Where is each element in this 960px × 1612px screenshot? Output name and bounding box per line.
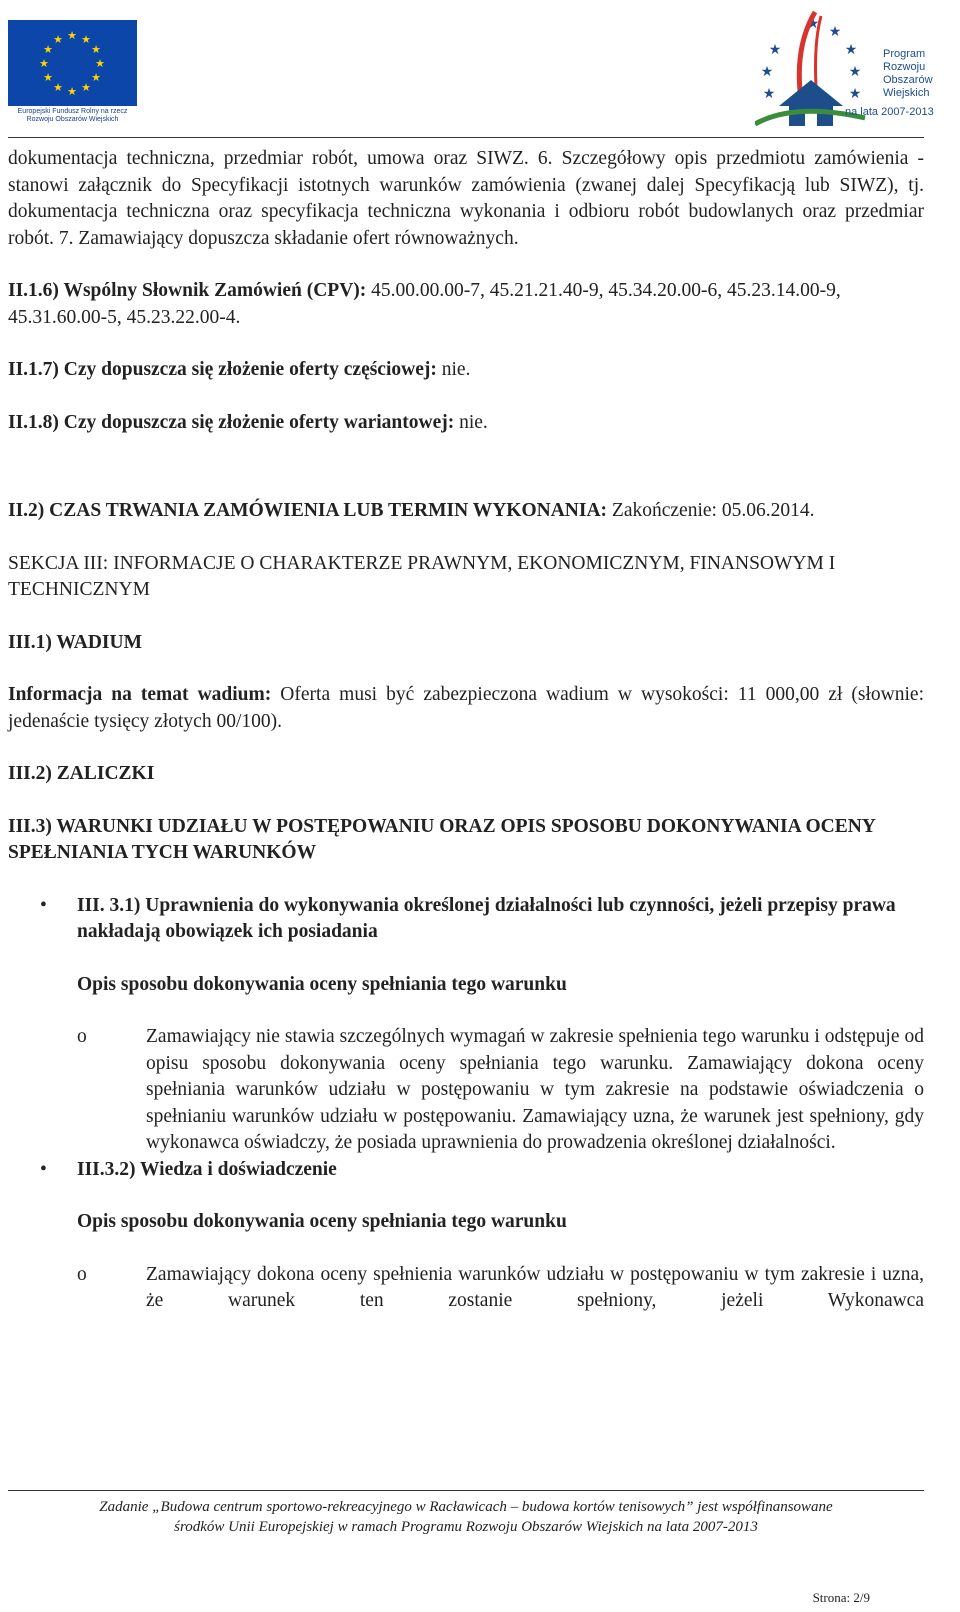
- bullet-icon: •: [40, 894, 47, 916]
- term-value: Zakończenie: 05.06.2014.: [607, 500, 815, 521]
- circle-bullet-icon: o: [77, 1026, 87, 1047]
- section-3-heading: SEKCJA III: INFORMACJE O CHARAKTERZE PRAWNYM, EKONOMICZNYM, FINANSOWYM I TECHNICZNYM: [8, 552, 836, 600]
- footer-line: Zadanie „Budowa centrum sportowo-rekreacyjnego w Racławicach – budowa kortów tenisowych” jest współfinansowane: [99, 1499, 833, 1515]
- item-subheading: Opis sposobu dokonywania oceny spełniania tego warunku: [77, 973, 567, 995]
- variant-offer-paragraph: [8, 410, 924, 437]
- prow-line: Rozwoju: [883, 61, 926, 73]
- svg-text:★: ★: [53, 81, 63, 94]
- item-subheading: Opis sposobu dokonywania oceny spełniania tego warunku: [77, 1211, 567, 1232]
- header-divider: [8, 137, 924, 138]
- wadium-value: Oferta musi być zabezpieczona wadium w wysokości: 11 000,00 zł (słownie: jedenaście tysięcy złotych 00/100).: [8, 684, 924, 732]
- eu-caption: Europejski Fundusz Rolny na rzecz Rozwoju Obszarów Wiejskich: [17, 108, 128, 123]
- circle-bullet-icon: o: [77, 1263, 87, 1285]
- footer-line: środków Unii Europejskiej w ramach Programu Rozwoju Obszarów Wiejskich na lata 2007-2013: [174, 1519, 758, 1535]
- svg-text:★: ★: [43, 71, 53, 84]
- partial-offer-paragraph: [8, 357, 924, 384]
- svg-text:★: ★: [81, 81, 91, 94]
- svg-text:★: ★: [67, 85, 77, 98]
- prow-line: Program: [883, 48, 926, 60]
- variant-offer-value: nie.: [454, 411, 488, 433]
- warunki-heading: III.3) WARUNKI UDZIAŁU W POSTĘPOWANIU ORAZ OPIS SPOSOBU DOKONYWANIA OCENY SPEŁNIANIA TYCH WARUNKÓW: [8, 815, 876, 863]
- svg-text:★: ★: [848, 64, 862, 80]
- term-label: II.2) CZAS TRWANIA ZAMÓWIENIA LUB TERMIN WYKONANIA:: [8, 500, 608, 521]
- item-heading: III. 3.1) Uprawnienia do wykonywania określonej działalności lub czynności, jeżeli przepisy prawa nakładają obowiązek ich posiadania: [77, 894, 896, 942]
- svg-text:★: ★: [43, 43, 53, 56]
- prow-line: Obszarów: [883, 74, 933, 86]
- document-body: [8, 146, 924, 1315]
- bullet-icon: •: [40, 1158, 47, 1180]
- item-text: Zamawiający dokona oceny spełnienia warunków udziału w postępowaniu w tym zakresie i uzna, że warunek ten zostanie spełniony, jeżeli Wykonawca: [146, 1263, 924, 1311]
- svg-text:★: ★: [91, 71, 101, 84]
- cpv-value: 45.00.00.00-7, 45.21.21.40-9, 45.34.20.00-6, 45.23.14.00-9, 45.31.60.00-5, 45.23.22.00-4.: [8, 280, 841, 328]
- partial-offer-label: II.1.7) Czy dopuszcza się złożenie oferty częściowej:: [8, 359, 437, 380]
- footer-divider: [8, 1490, 924, 1491]
- partial-offer-value: nie.: [436, 359, 471, 380]
- svg-text:★: ★: [67, 29, 77, 42]
- svg-text:★: ★: [53, 33, 63, 46]
- page-number: Strona: 2/9: [812, 1590, 870, 1605]
- prow-name: [883, 48, 933, 100]
- page-header: [0, 0, 960, 138]
- wadium-paragraph: [8, 682, 924, 735]
- eu-flag-logo: [8, 20, 137, 126]
- svg-text:★: ★: [760, 64, 774, 80]
- svg-text:★: ★: [828, 24, 842, 40]
- svg-text:★: ★: [806, 16, 820, 32]
- eu-flag-icon: [8, 20, 137, 106]
- cpv-paragraph: [8, 278, 924, 331]
- svg-text:★: ★: [768, 42, 782, 58]
- prow-years: na lata 2007-2013: [845, 106, 934, 118]
- term-paragraph: [8, 498, 924, 525]
- svg-text:★: ★: [95, 57, 105, 70]
- sub-list-item: [8, 1024, 924, 1157]
- variant-offer-label: II.1.8) Czy dopuszcza się złożenie oferty wariantowej:: [8, 411, 455, 433]
- svg-text:★: ★: [39, 57, 49, 70]
- svg-text:★: ★: [81, 33, 91, 46]
- page-footer: [8, 1497, 924, 1537]
- prow-logo: [755, 6, 955, 130]
- wadium-label: Informacja na temat wadium:: [8, 684, 272, 705]
- svg-text:★: ★: [848, 86, 862, 102]
- list-item: [8, 893, 924, 946]
- zaliczki-heading: III.2) ZALICZKI: [8, 763, 155, 784]
- paragraph-description: dokumentacja techniczna, przedmiar robót, umowa oraz SIWZ. 6. Szczegółowy opis przedmiotu zamówienia - stanowi załącznik do Specyfikacji istotnych warunków zamówienia (zwanej dalej Specyfikacją lub SIWZ), tj. dokumentacja techniczna oraz specyfikacja techniczna wykonania i odbioru robót budowlanych oraz przedmiar robót. 7. Zamawiający dopuszcza składanie ofert równoważnych.: [8, 148, 924, 249]
- svg-text:★: ★: [91, 43, 101, 56]
- item-text: Zamawiający nie stawia szczególnych wymagań w zakresie spełnienia tego warunku i odstępuje od opisu sposobu dokonywania oceny spełniania tego warunku. Zamawiający dokona oceny spełniania warunków udziału w postępowaniu w tym zakresie na podstawie oświadczenia o spełnianiu warunków udziału w postępowaniu. Zamawiający uzna, że warunek jest spełniony, gdy wykonawca oświadczy, że posiada uprawnienia do prowadzenia określonej działalności.: [146, 1026, 924, 1153]
- sub-list-item: [8, 1262, 924, 1315]
- item-heading: III.3.2) Wiedza i doświadczenie: [77, 1158, 337, 1180]
- list-item: [8, 1157, 924, 1184]
- wadium-heading: III.1) WADIUM: [8, 631, 142, 653]
- prow-line: Wiejskich: [883, 87, 930, 99]
- svg-text:★: ★: [762, 86, 776, 102]
- svg-text:★: ★: [844, 42, 858, 58]
- cpv-label: II.1.6) Wspólny Słownik Zamówień (CPV):: [8, 280, 367, 301]
